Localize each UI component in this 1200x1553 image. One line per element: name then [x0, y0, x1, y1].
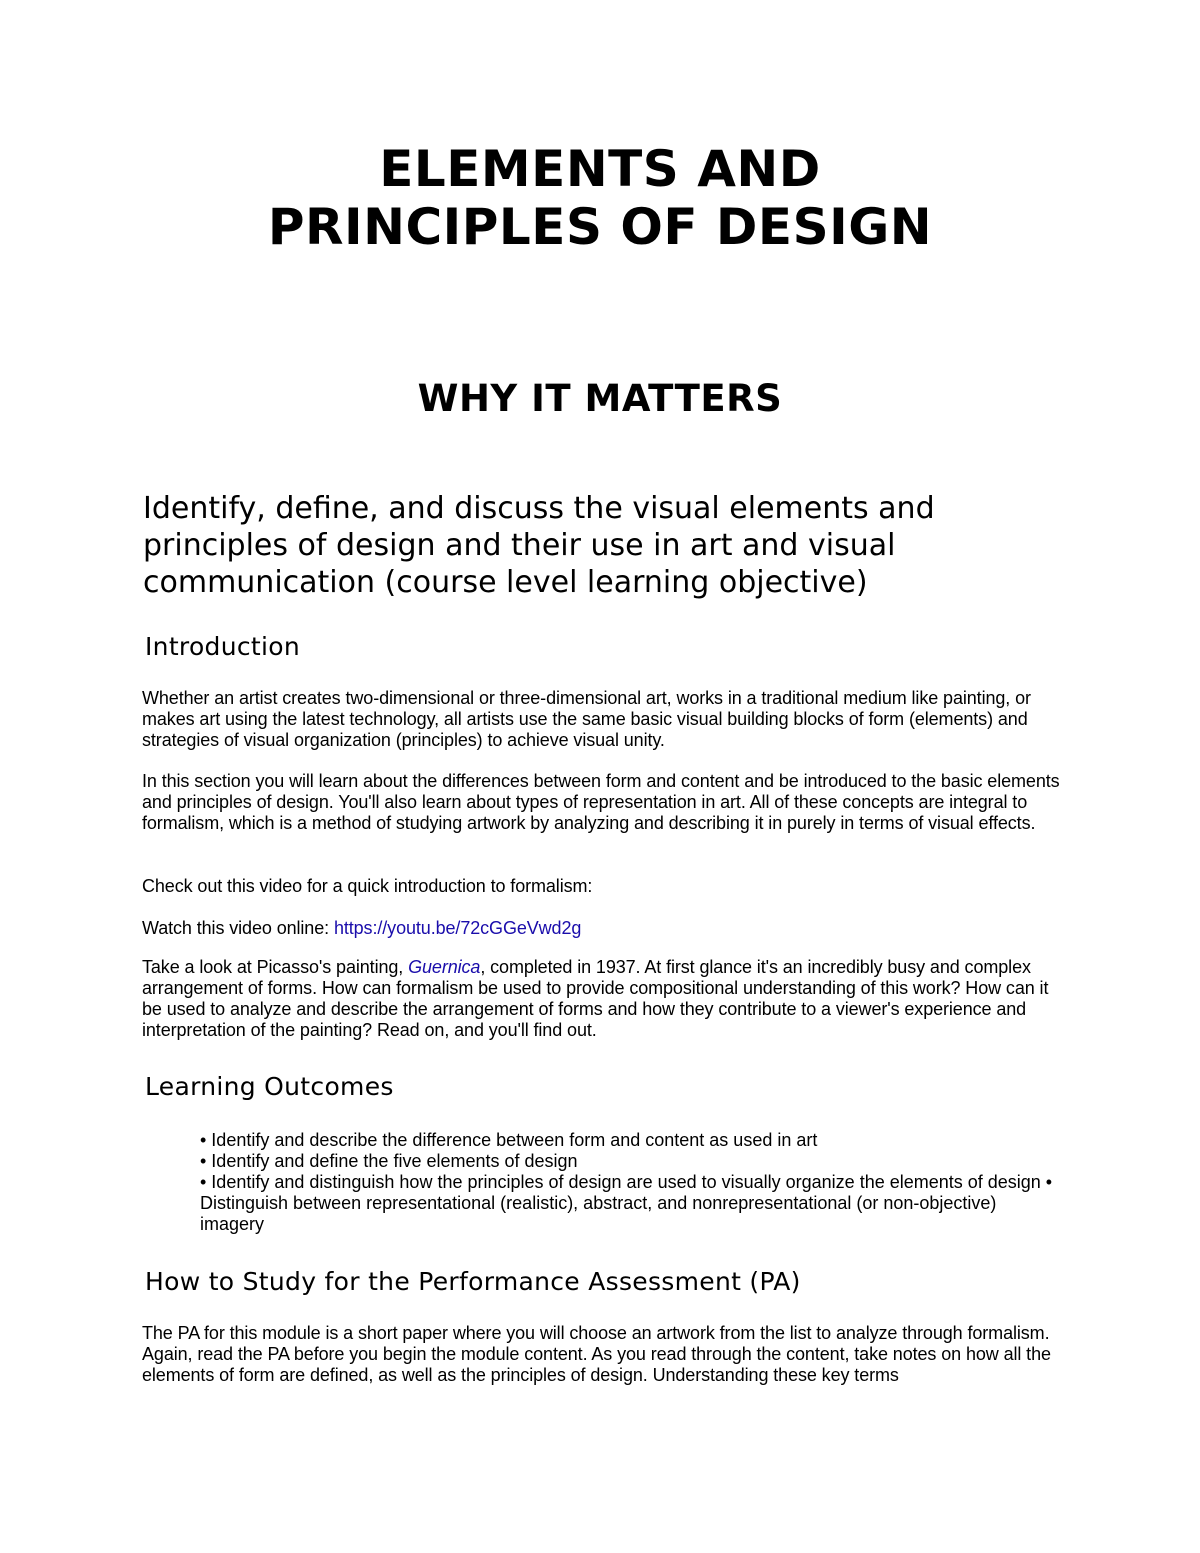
study-heading: How to Study for the Performance Assessment (PA) [145, 1267, 801, 1296]
video-paragraph [142, 918, 1062, 939]
study-paragraph: The PA for this module is a short paper where you will choose an artwork from the list to analyze through formalism. Again, read the PA before you begin the module content. As you read through the content, take notes on how all the elements of form are defined, as well as the principles of design. Understanding these key terms [142, 1323, 1051, 1385]
document-title [0, 140, 1200, 256]
list-item: • Identify and define the five elements of design [200, 1151, 578, 1171]
guernica-paragraph [142, 957, 1062, 1041]
title-line-2: PRINCIPLES OF DESIGN [267, 198, 933, 256]
title-line-1: ELEMENTS AND [379, 140, 821, 198]
learning-outcomes-list [200, 1130, 1062, 1235]
guernica-text-after: , completed in 1937. At first glance it's an incredibly busy and complex arrangement of forms. How can formalism be used to provide compositional understanding of this work? How can it be used to analyze and describe the arrangement of forms and how they contribute to a viewer's experience and interpretation of the painting? Read on, and you'll find out. [142, 957, 1049, 1040]
guernica-text-before: Take a look at Picasso's painting, [142, 957, 409, 977]
why-it-matters-heading: WHY IT MATTERS [417, 377, 783, 420]
video-link[interactable]: https://youtu.be/72cGGeVwd2g [333, 918, 582, 938]
list-item: • Identify and distinguish how the principles of design are used to visually organize the elements of design • Distinguish between representational (realistic), abstract, and nonrepresentational (or non-objective) imagery [200, 1172, 1053, 1234]
intro-paragraph-3: Check out this video for a quick introduction to formalism: [142, 876, 593, 896]
intro-paragraph-2: In this section you will learn about the differences between form and content and be introduced to the basic elements and principles of design. You'll also learn about types of representation in art. All of these concepts are integral to formalism, which is a method of studying artwork by analyzing and describing it in purely in terms of visual effects. [142, 771, 1060, 833]
learning-objective: Identify, define, and discuss the visual elements and principles of design and their use in art and visual communication (course level learning objective) [143, 491, 935, 600]
guernica-link[interactable]: Guernica [408, 957, 481, 977]
introduction-heading: Introduction [145, 632, 300, 661]
learning-outcomes-heading: Learning Outcomes [145, 1072, 394, 1101]
list-item: • Identify and describe the difference between form and content as used in art [200, 1130, 818, 1150]
intro-paragraph-1: Whether an artist creates two-dimensional or three-dimensional art, works in a traditional medium like painting, or makes art using the latest technology, all artists use the same basic visual building blocks of form (elements) and strategies of visual organization (principles) to achieve visual unity. [142, 688, 1031, 750]
video-prefix: Watch this video online: [142, 918, 334, 938]
